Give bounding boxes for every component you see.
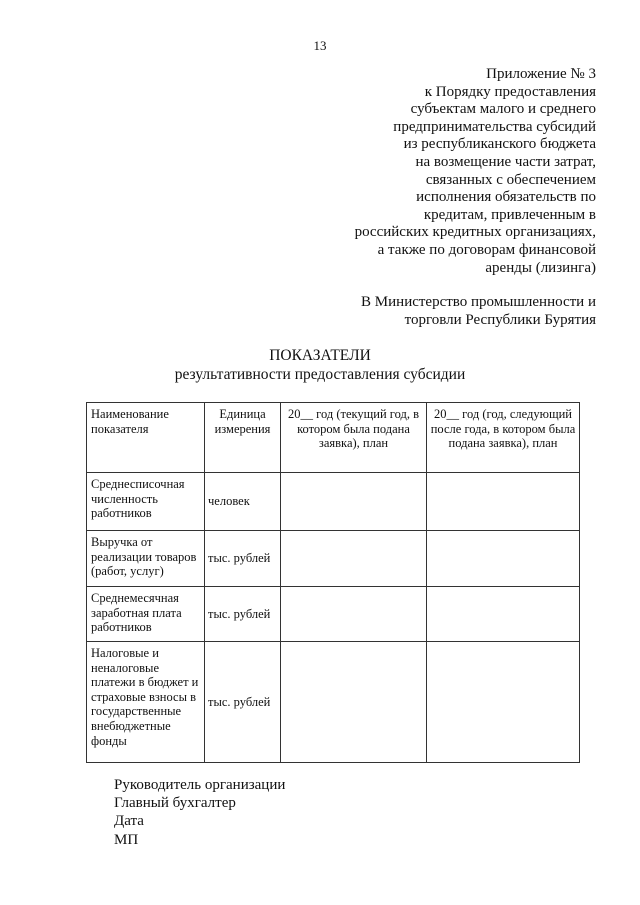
- current-year-plan-cell[interactable]: [281, 473, 427, 531]
- next-year-plan-cell[interactable]: [427, 531, 580, 587]
- appendix-line: субъектам малого и среднего: [410, 101, 596, 118]
- unit-cell: человек: [205, 473, 281, 531]
- table-row: [87, 473, 580, 531]
- table-row: [87, 587, 580, 642]
- unit-cell: тыс. рублей: [205, 587, 281, 642]
- appendix-line: предпринимательства субсидий: [393, 118, 596, 135]
- appendix-line: к Порядку предоставления: [424, 83, 596, 100]
- appendix-line: аренды (лизинга): [485, 259, 596, 276]
- addressee-block: [296, 294, 596, 329]
- appendix-line: исполнения обязательств по: [416, 189, 596, 206]
- signature-line-stamp: МП: [114, 831, 139, 848]
- table-header-row: [87, 403, 580, 473]
- indicators-table: [86, 402, 580, 763]
- appendix-line: кредитам, привлеченным в: [423, 206, 596, 223]
- appendix-line: на возмещение части затрат,: [415, 153, 596, 170]
- appendix-line: из республиканского бюджета: [403, 136, 596, 153]
- column-header-current-year-plan: 20__ год (текущий год, в котором была подана заявка), план: [281, 403, 427, 473]
- signature-line-head: Руководитель организации: [114, 777, 286, 793]
- indicator-name-cell: Налоговые и неналоговые платежи в бюджет и страховые взносы в государственные внебюджетные фонды: [87, 642, 205, 763]
- current-year-plan-cell[interactable]: [281, 587, 427, 642]
- signature-block: [114, 776, 285, 849]
- next-year-plan-cell[interactable]: [427, 587, 580, 642]
- indicator-name-cell: Среднесписочная численность работников: [87, 473, 205, 531]
- document-title: ПОКАЗАТЕЛИ: [269, 347, 371, 364]
- unit-cell: тыс. рублей: [205, 531, 281, 587]
- addressee-line: В Министерство промышленности и: [361, 294, 596, 310]
- document-subtitle: результативности предоставления субсидии: [174, 366, 466, 383]
- column-header-indicator-name: Наименование показателя: [87, 403, 205, 473]
- next-year-plan-cell[interactable]: [427, 473, 580, 531]
- indicator-name-cell: Выручка от реализации товаров (работ, услуг): [87, 531, 205, 587]
- column-header-unit: Единица измерения: [205, 403, 281, 473]
- unit-cell: тыс. рублей: [205, 642, 281, 763]
- current-year-plan-cell[interactable]: [281, 531, 427, 587]
- appendix-line: связанных с обеспечением: [425, 171, 596, 188]
- signature-line-date: Дата: [114, 813, 144, 830]
- current-year-plan-cell[interactable]: [281, 642, 427, 763]
- addressee-line: торговли Республики Бурятия: [404, 311, 596, 328]
- indicator-name-cell: Среднемесячная заработная плата работников: [87, 587, 205, 642]
- next-year-plan-cell[interactable]: [427, 642, 580, 763]
- table-row: [87, 642, 580, 763]
- appendix-line: российских кредитных организациях,: [354, 224, 596, 241]
- column-header-next-year-plan: 20__ год (год, следующий после года, в котором была подана заявка), план: [427, 403, 580, 473]
- appendix-line: а также по договорам финансовой: [377, 241, 596, 258]
- appendix-heading: [316, 66, 596, 277]
- signature-line-accountant: Главный бухгалтер: [114, 795, 236, 812]
- table-row: [87, 531, 580, 587]
- appendix-line: Приложение № 3: [486, 66, 596, 82]
- page-number: 13: [313, 38, 327, 53]
